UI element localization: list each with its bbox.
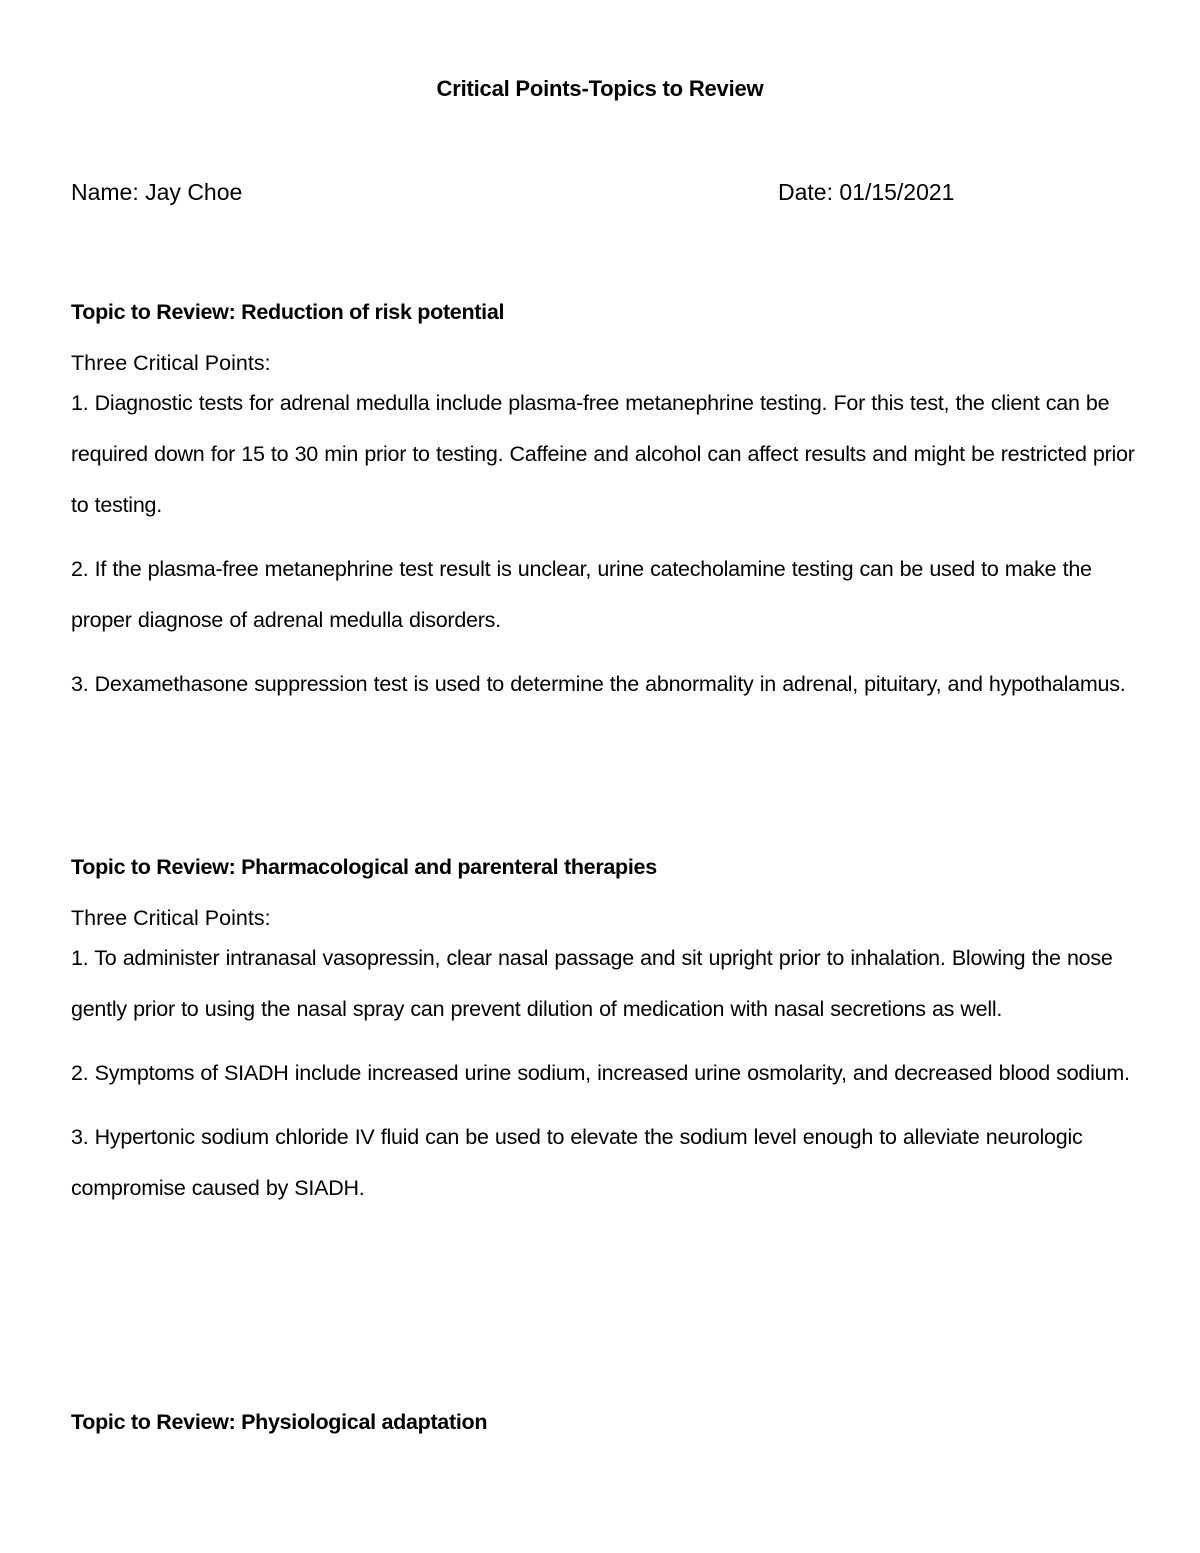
document-title: Critical Points-Topics to Review — [436, 76, 764, 101]
document-date: Date: 01/15/2021 — [778, 179, 955, 205]
critical-point: 3. Dexamethasone suppression test is used to determine the abnormality in adrenal, pituitary, and hypothalamus. — [71, 672, 1126, 696]
section-pharmacological-therapies — [71, 852, 1141, 1214]
critical-point: 1. To administer intranasal vasopressin, clear nasal passage and sit upright prior to inhalation. Blowing the nose gently prior to using the nasal spray can prevent dilution of medication with nasal secretions as well. — [71, 946, 1113, 1021]
student-name: Name: Jay Choe — [71, 179, 243, 205]
section-physiological-adaptation — [71, 1407, 1141, 1437]
critical-point: 2. If the plasma-free metanephrine test result is unclear, urine catecholamine testing can be used to make the proper diagnose of adrenal medulla disorders. — [71, 557, 1092, 632]
section-subheading: Three Critical Points: — [71, 906, 271, 930]
critical-point: 3. Hypertonic sodium chloride IV fluid can be used to elevate the sodium level enough to alleviate neurologic compromise caused by SIADH. — [71, 1125, 1083, 1200]
section-heading: Topic to Review: Pharmacological and parenteral therapies — [71, 855, 657, 879]
critical-point: 1. Diagnostic tests for adrenal medulla include plasma-free metanephrine testing. For this test, the client can be required down for 15 to 30 min prior to testing. Caffeine and alcohol can affect results and might be restricted prior to testing. — [71, 391, 1135, 517]
critical-point: 2. Symptoms of SIADH include increased urine sodium, increased urine osmolarity, and decreased blood sodium. — [71, 1061, 1130, 1085]
section-heading: Topic to Review: Physiological adaptation — [71, 1410, 488, 1434]
section-reduction-of-risk — [71, 297, 1141, 710]
section-subheading: Three Critical Points: — [71, 351, 271, 375]
section-heading: Topic to Review: Reduction of risk potential — [71, 300, 505, 324]
